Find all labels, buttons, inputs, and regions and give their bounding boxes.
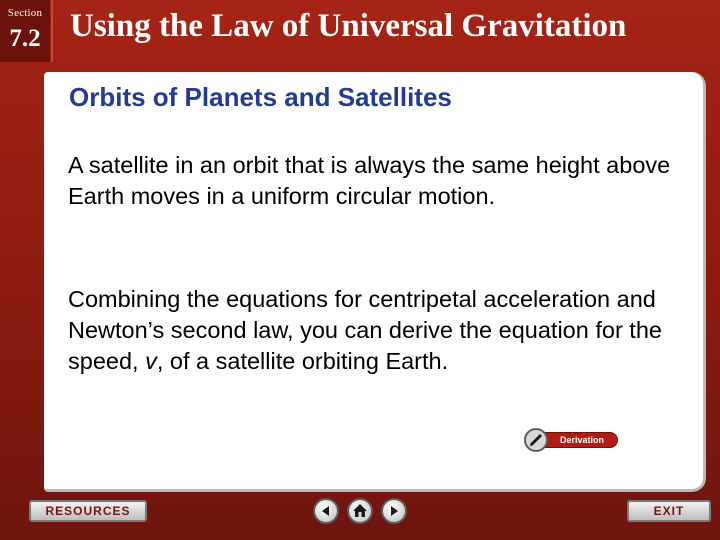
badge-divider — [51, 0, 53, 62]
exit-button[interactable]: EXIT — [627, 500, 711, 522]
section-badge — [0, 0, 50, 62]
content-panel — [44, 72, 706, 492]
section-number: 7.2 — [9, 25, 41, 52]
home-icon[interactable] — [347, 498, 373, 524]
derivation-label: Derivation — [542, 432, 618, 448]
slide-subtitle: Orbits of Planets and Satellites — [69, 82, 452, 112]
back-arrow-icon[interactable] — [313, 498, 339, 524]
navigation-controls — [313, 496, 407, 526]
derivation-button[interactable] — [524, 427, 620, 453]
forward-arrow-icon[interactable] — [381, 498, 407, 524]
paragraph-2: Combining the equations for centripetal acceleration and Newton’s second law, you can derive the equation for the speed, v, of a satellite orbiting Earth. — [68, 286, 662, 374]
pencil-icon — [524, 428, 548, 452]
section-label: Section — [7, 7, 43, 19]
resources-button[interactable]: RESOURCES — [29, 500, 147, 522]
slide-title: Using the Law of Universal Gravitation — [70, 8, 627, 44]
paragraph-1: A satellite in an orbit that is always the same height above Earth moves in a uniform circular motion. — [68, 152, 671, 209]
